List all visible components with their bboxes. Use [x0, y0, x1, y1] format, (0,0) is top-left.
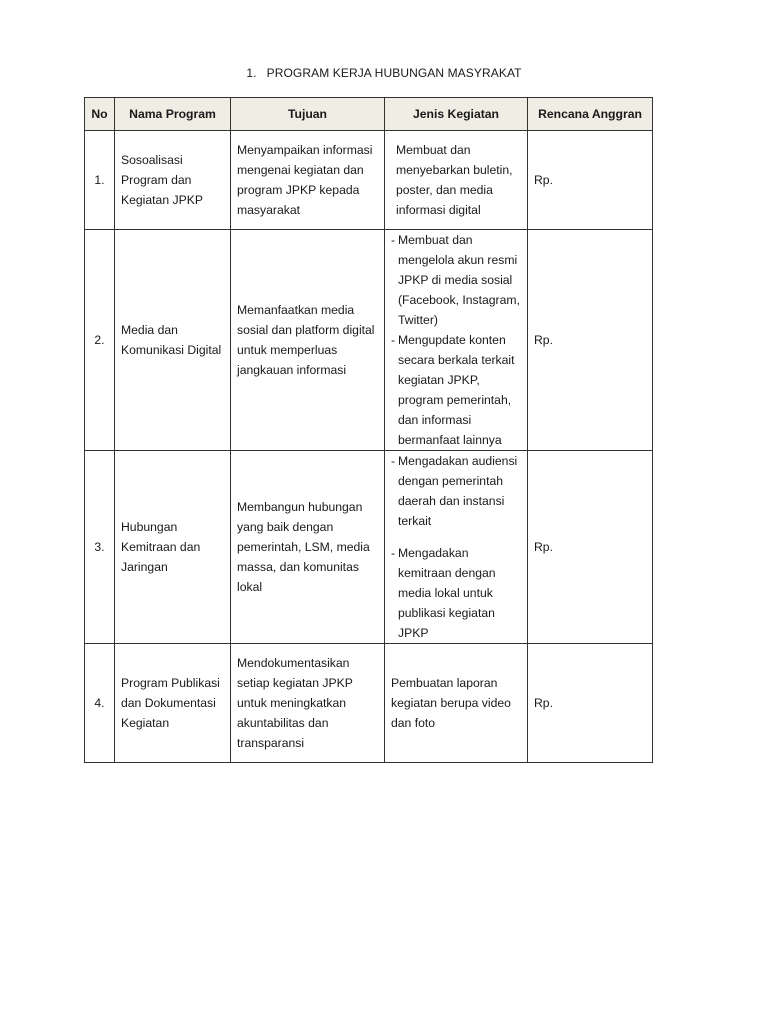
table-row — [85, 230, 653, 451]
header-rencana-anggran: Rencana Anggran — [528, 98, 653, 131]
table-row — [85, 451, 653, 644]
activity-item — [391, 230, 521, 330]
dash-bullet: - — [391, 333, 396, 347]
program-goal — [231, 230, 385, 451]
program-name-text: Program Publikasi dan Dokumentasi Kegiatan — [121, 676, 220, 730]
budget-plan: Rp. — [528, 451, 653, 644]
activity-item — [391, 543, 521, 643]
activity-text: Mengupdate konten secara berkala terkait kegiatan JPKP, program pemerintah, dan informasi bermanfaat lainnya — [398, 333, 515, 447]
row-number: 4. — [85, 644, 115, 763]
program-goal-text: Menyampaikan informasi mengenai kegiatan dan program JPKP kepada masyarakat — [237, 143, 373, 217]
activity-item — [391, 451, 521, 531]
page-title — [0, 66, 768, 80]
row-number: 3. — [85, 451, 115, 644]
program-name — [115, 644, 231, 763]
program-goal — [231, 451, 385, 644]
program-table — [84, 97, 653, 763]
header-nama-program: Nama Program — [115, 98, 231, 131]
program-goal — [231, 644, 385, 763]
activity-item — [391, 140, 521, 220]
table-row — [85, 644, 653, 763]
dash-bullet: - — [391, 454, 396, 468]
activity-type — [385, 644, 528, 763]
activity-item — [391, 330, 521, 450]
spacer — [391, 531, 521, 543]
table-header-row — [85, 98, 653, 131]
program-name-text: Sosoalisasi Program dan Kegiatan JPKP — [121, 153, 203, 207]
program-name-text: Media dan Komunikasi Digital — [121, 323, 222, 357]
header-tujuan: Tujuan — [231, 98, 385, 131]
activity-text: Membuat dan menyebarkan buletin, poster, dan media informasi digital — [396, 143, 513, 217]
dash-bullet: - — [391, 233, 396, 247]
activity-text: Mengadakan kemitraan dengan media lokal untuk publikasi kegiatan JPKP — [398, 546, 496, 640]
activity-text: Pembuatan laporan kegiatan berupa video dan foto — [391, 676, 511, 730]
program-name — [115, 131, 231, 230]
row-number: 2. — [85, 230, 115, 451]
program-name — [115, 451, 231, 644]
table-row — [85, 131, 653, 230]
activity-type — [385, 451, 528, 644]
program-goal-text: Membangun hubungan yang baik dengan pemerintah, LSM, media massa, dan komunitas lokal — [237, 500, 370, 594]
budget-plan: Rp. — [528, 644, 653, 763]
activity-item — [391, 673, 521, 733]
title-number: 1. — [246, 66, 257, 80]
activity-text: Membuat dan mengelola akun resmi JPKP di media sosial (Facebook, Instagram, Twitter) — [398, 233, 520, 327]
program-name-text: Hubungan Kemitraan dan Jaringan — [121, 520, 201, 574]
header-no: No — [85, 98, 115, 131]
program-goal-text: Memanfaatkan media sosial dan platform digital untuk memperluas jangkauan informasi — [237, 303, 375, 377]
dash-bullet: - — [391, 546, 396, 560]
activity-text: Mengadakan audiensi dengan pemerintah daerah dan instansi terkait — [398, 454, 518, 528]
program-goal — [231, 131, 385, 230]
activity-type — [385, 131, 528, 230]
budget-plan: Rp. — [528, 230, 653, 451]
row-number: 1. — [85, 131, 115, 230]
header-jenis-kegiatan: Jenis Kegiatan — [385, 98, 528, 131]
activity-type — [385, 230, 528, 451]
budget-plan: Rp. — [528, 131, 653, 230]
program-name — [115, 230, 231, 451]
program-goal-text: Mendokumentasikan setiap kegiatan JPKP untuk meningkatkan akuntabilitas dan transparansi — [237, 656, 353, 750]
title-text: PROGRAM KERJA HUBUNGAN MASYRAKAT — [266, 66, 522, 80]
